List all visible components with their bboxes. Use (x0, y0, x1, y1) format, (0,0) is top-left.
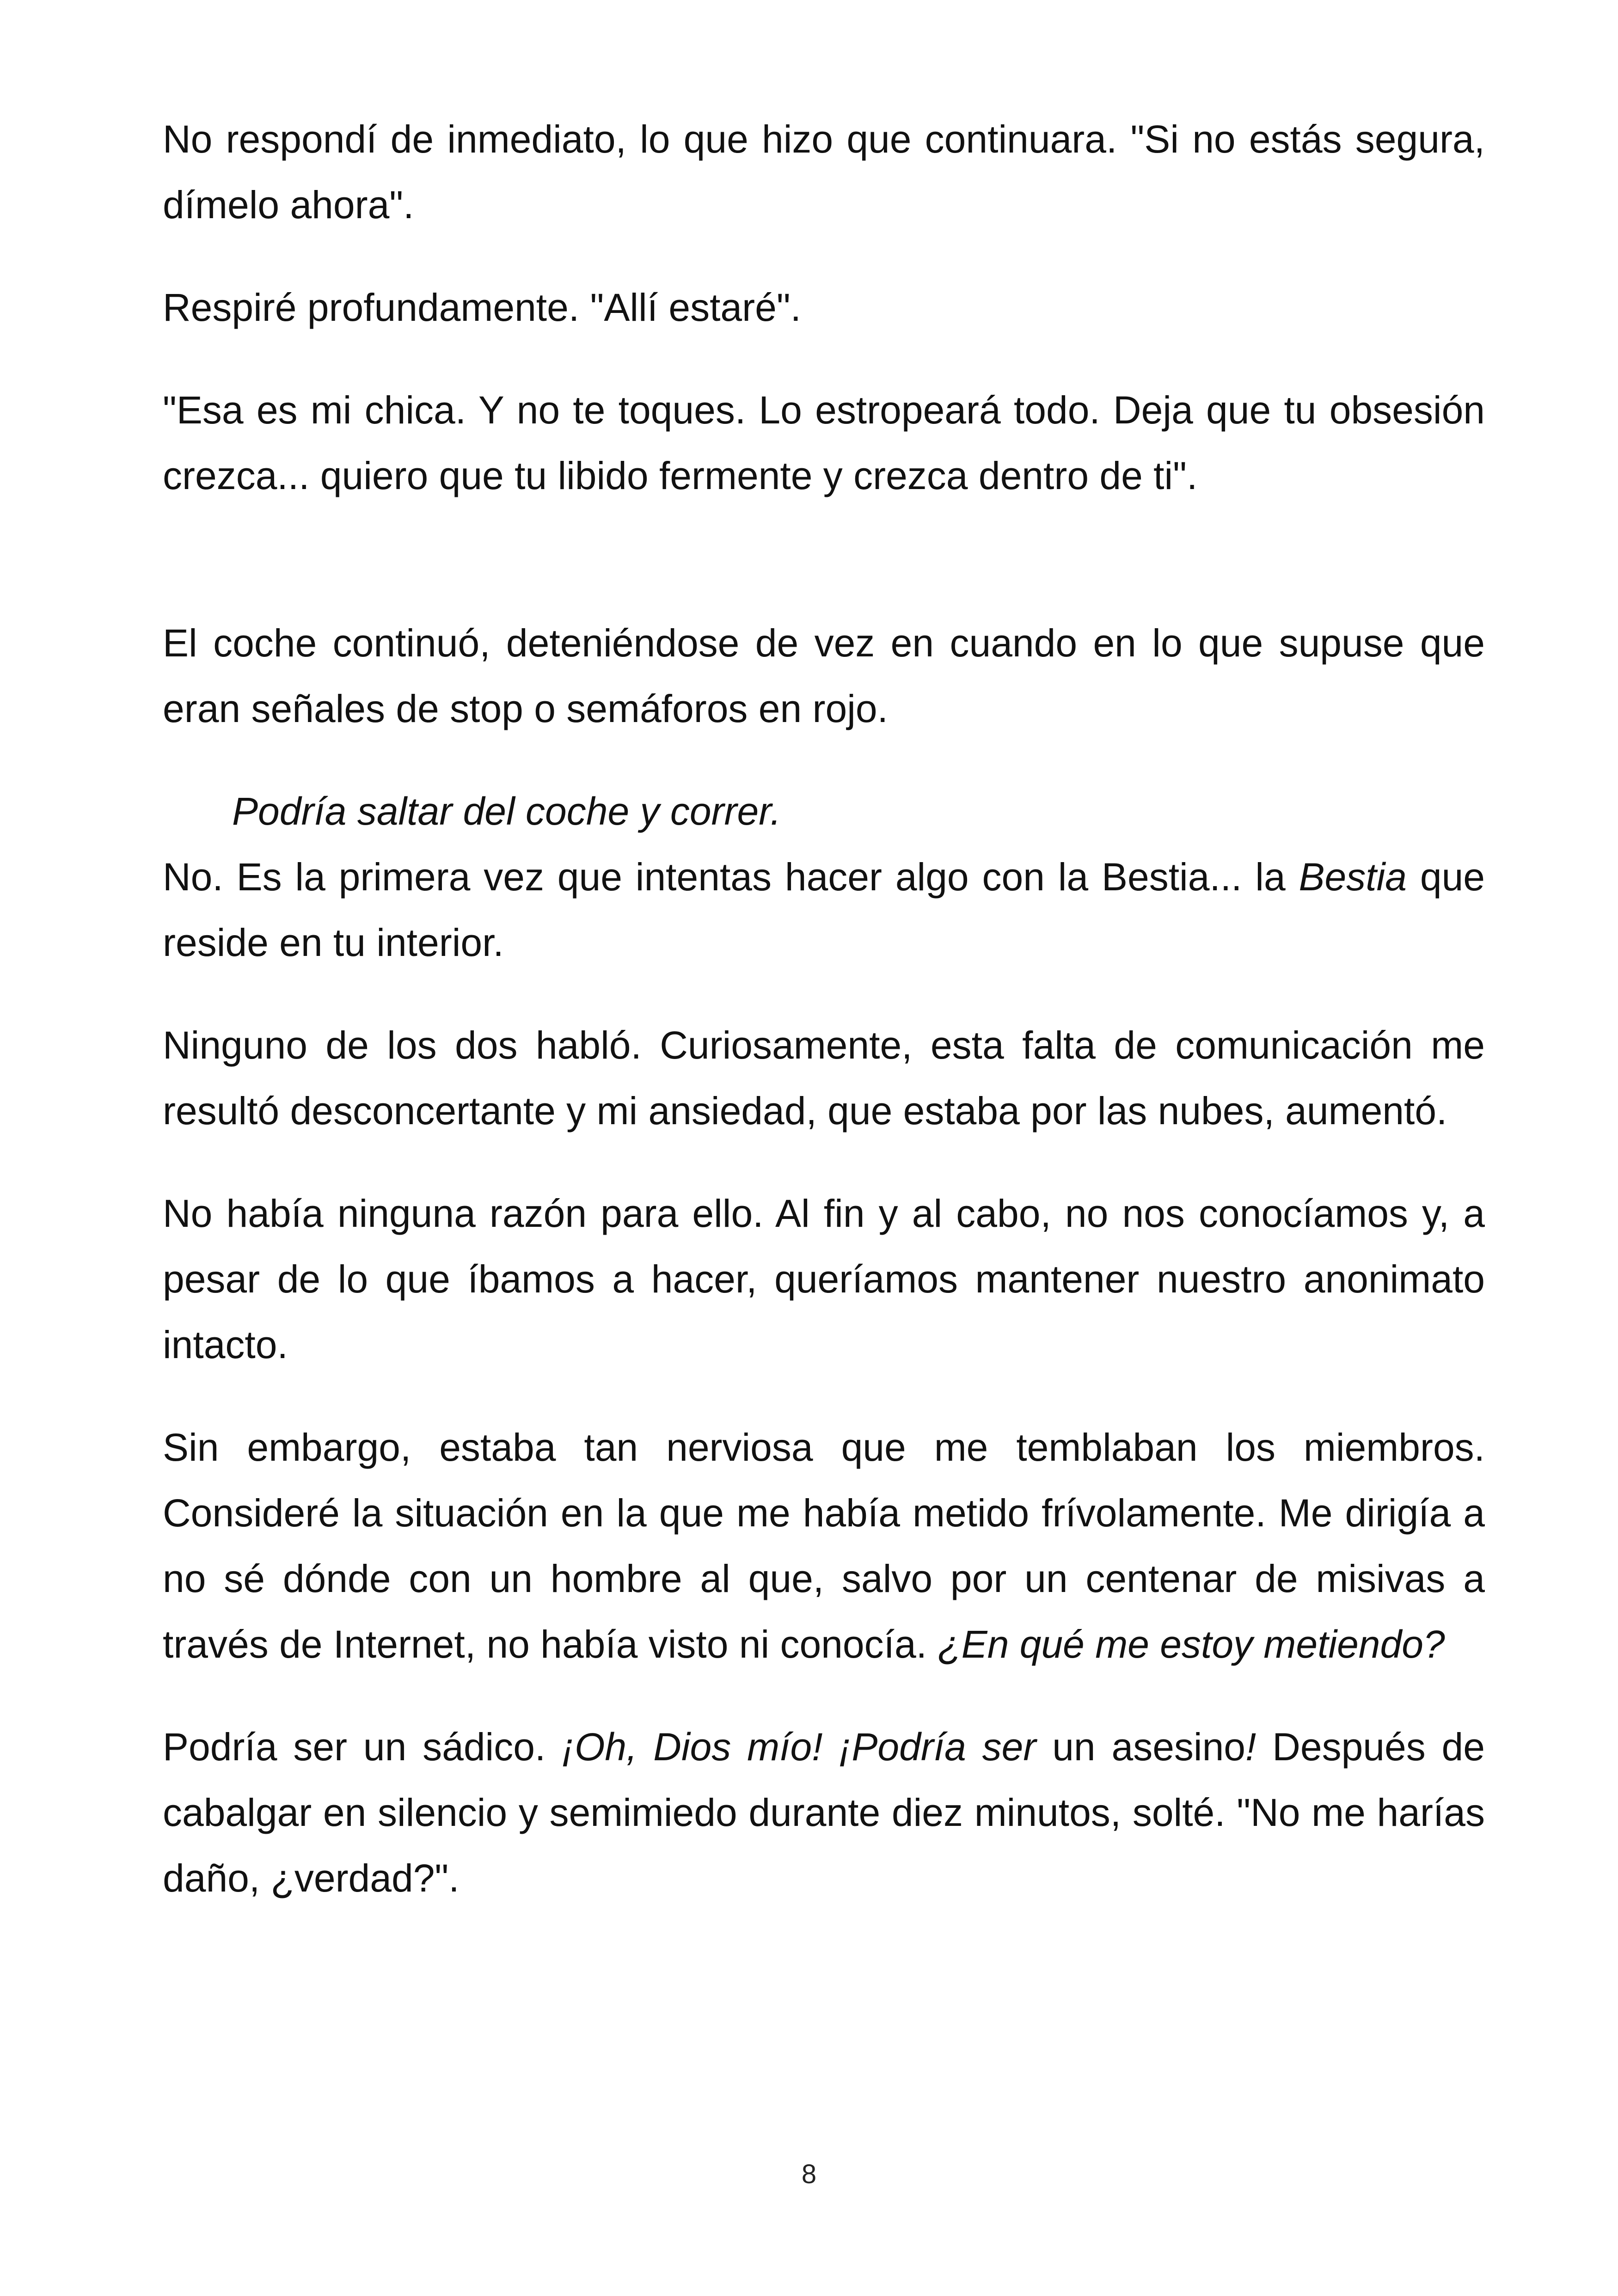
italic-thought-text: Podría saltar del coche y correr. (232, 790, 781, 833)
paragraph-6-text-b: que reside en tu interior. (163, 855, 1485, 964)
paragraph-1-text: No respondí de inmediato, lo que hizo que continuara. "Si no estás segura, dímelo ahora". (163, 117, 1485, 227)
paragraph-9-text: Sin embargo, estaba tan nerviosa que me temblaban los miembros. Consideré la situación en la que me había metido frívolamente. Me dirigía a no sé dónde con un hombre al que, salvo por un centenar de misivas a través de Internet, no había visto ni conocía. (163, 1426, 1485, 1666)
paragraph-10 (163, 1714, 1485, 1911)
paragraph-4-text: El coche continuó, deteniéndose de vez en cuando en lo que supuse que eran señales de stop o semáforos en rojo. (163, 621, 1485, 730)
page-number: 8 (801, 2159, 817, 2189)
paragraph-4 (163, 610, 1485, 741)
paragraph-10-italic-2: ! (1245, 1725, 1256, 1769)
paragraph-10-italic-1: ¡Oh, Dios mío! ¡Podría ser (562, 1725, 1036, 1769)
paragraph-9 (163, 1414, 1485, 1677)
paragraph-9-italic: ¿En qué me estoy metiendo? (938, 1623, 1445, 1666)
paragraph-6-text-a: No. Es la primera vez que intentas hacer algo con la Bestia... la (163, 855, 1299, 899)
paragraph-7 (163, 1012, 1485, 1144)
paragraph-2-text: Respiré profundamente. "Allí estaré". (163, 286, 801, 329)
paragraph-8-text: No había ninguna razón para ello. Al fin y al cabo, no nos conocíamos y, a pesar de lo que íbamos a hacer, queríamos mantener nuestro anonimato intacto. (163, 1192, 1485, 1366)
paragraph-1 (163, 106, 1485, 238)
paragraph-10-text-a: Podría ser un sádico. (163, 1725, 562, 1769)
paragraph-7-text: Ninguno de los dos habló. Curiosamente, esta falta de comunicación me resultó desconcertante y mi ansiedad, que estaba por las nubes, aumentó. (163, 1023, 1485, 1133)
paragraph-10-text-b: un asesino (1036, 1725, 1246, 1769)
paragraph-10-text-c: Después de cabalgar en silencio y semimiedo durante diez minutos, solté. "No me harías daño, ¿verdad?". (163, 1725, 1485, 1900)
paragraph-8 (163, 1181, 1485, 1378)
paragraph-3 (163, 377, 1485, 508)
paragraph-3-text: "Esa es mi chica. Y no te toques. Lo estropeará todo. Deja que tu obsesión crezca... quiero que tu libido fermente y crezca dentro de ti". (163, 388, 1485, 497)
paragraph-6 (163, 844, 1485, 975)
paragraph-2 (163, 275, 1485, 340)
italic-thought (163, 778, 1485, 844)
paragraph-6-italic: Bestia (1299, 855, 1407, 899)
body-text (163, 106, 1485, 1948)
